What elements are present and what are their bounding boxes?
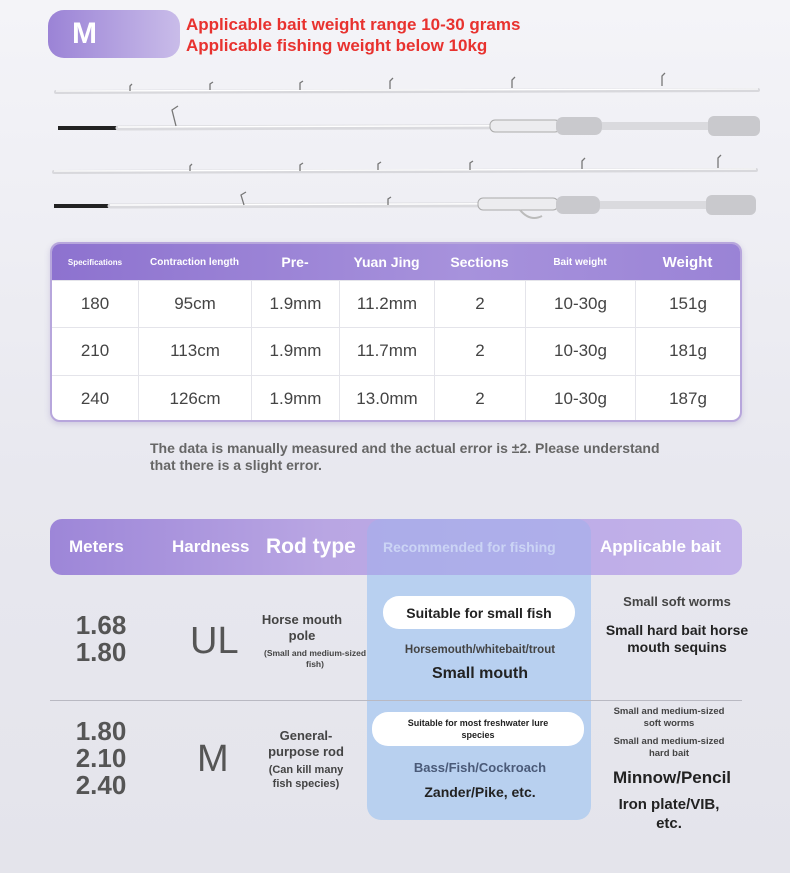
row2-bait-soft: Small and medium-sized soft worms: [613, 706, 725, 729]
spec-table: [50, 242, 742, 422]
trigger-2: [520, 210, 542, 218]
table-cell: 181g: [635, 328, 740, 374]
table-row: [52, 280, 740, 327]
reel-seat-1: [490, 120, 560, 132]
model-badge-label: M: [72, 17, 97, 50]
table-cell: 126cm: [138, 376, 251, 422]
row1-rod-type: Horse mouth pole: [261, 612, 343, 643]
table-cell: 13.0mm: [339, 376, 434, 422]
meter-value: 1.68: [75, 610, 127, 640]
row2-bait-iron-plate: Iron plate/VIB, etc.: [618, 796, 720, 832]
recommended-header-highlight: [367, 519, 591, 575]
table-cell: 180: [80, 294, 110, 314]
rec-header-rod-type: Rod type: [266, 535, 356, 558]
row1-bait-hard: Small hard bait horse mouth sequins: [605, 622, 749, 655]
spec-header-sections: Sections: [450, 254, 509, 270]
spec-table-header: [52, 244, 740, 280]
fore-grip-2: [556, 196, 600, 214]
table-cell: 95cm: [138, 281, 251, 327]
meter-value: 1.80: [75, 716, 127, 746]
table-cell: 10-30g: [525, 376, 635, 422]
row1-bait-small: Small soft worms: [623, 594, 731, 609]
reel-seat-2: [478, 198, 558, 210]
table-cell: 210: [80, 341, 110, 361]
rec-header-meters: Meters: [69, 537, 124, 556]
table-cell: 2: [434, 281, 525, 327]
meter-value: 2.10: [75, 743, 127, 773]
row1-meters: [68, 612, 134, 666]
table-cell: 11.7mm: [339, 328, 434, 374]
table-cell: 2: [434, 328, 525, 374]
row2-rod-type: General-purpose rod: [268, 728, 344, 759]
rec-header-applicable-bait: Applicable bait: [600, 537, 721, 556]
table-row: [52, 327, 740, 374]
model-badge: [48, 10, 180, 58]
spec-header-yuan-jing: Yuan Jing: [353, 254, 420, 270]
table-cell: 113cm: [138, 328, 251, 374]
headline-fishing-weight: Applicable fishing weight below 10kg: [186, 36, 488, 55]
spec-header-bait-weight: Bait weight: [553, 256, 607, 268]
rod-stripper-guide-1: [172, 106, 178, 126]
row1-rod-type-note: (Small and medium-sized fish): [263, 648, 367, 669]
table-cell: 151g: [635, 281, 740, 327]
row1-fish-species: Horsemouth/whitebait/trout: [404, 644, 556, 656]
fore-grip-1: [556, 117, 602, 135]
rec-row-divider: [50, 700, 742, 701]
table-cell: 240: [80, 388, 110, 408]
spec-header-pre: Pre-: [281, 254, 309, 270]
row1-hardness: UL: [190, 620, 239, 662]
table-row: [52, 375, 740, 422]
row1-fish-small-mouth: Small mouth: [431, 665, 528, 682]
table-cell: 10-30g: [525, 328, 635, 374]
row1-suitability-pill: Suitable for small fish: [383, 596, 575, 629]
row2-bait-minnow: Minnow/Pencil: [612, 768, 732, 787]
rear-grip-2: [706, 195, 756, 215]
table-cell: 10-30g: [525, 281, 635, 327]
row2-fish-zander: Zander/Pike, etc.: [424, 784, 536, 800]
meter-value: 2.40: [75, 770, 127, 800]
spec-header-weight: Weight: [662, 253, 713, 271]
spec-header-contraction-length: Contraction length: [150, 256, 239, 268]
measurement-note: The data is manually measured and the actual error is ±2. Please understand that there is a slight error.: [150, 440, 660, 473]
row2-meters: [68, 718, 134, 799]
spec-header-specifications: Specifications: [67, 257, 123, 267]
row2-suitability-pill: Suitable for most freshwater lure species: [372, 712, 584, 746]
table-cell: 11.2mm: [339, 281, 434, 327]
row2-bait-hard: Small and medium-sized hard bait: [613, 736, 725, 759]
table-cell: 1.9mm: [251, 328, 339, 374]
rear-grip-1: [708, 116, 760, 136]
table-cell: 1.9mm: [251, 376, 339, 422]
row2-fish-species: Bass/Fish/Cockroach: [413, 760, 547, 775]
row2-hardness: M: [197, 738, 229, 780]
rod-guides-1: [130, 73, 665, 91]
table-cell: 2: [434, 376, 525, 422]
headline-bait-range: Applicable bait weight range 10-30 grams: [186, 15, 521, 34]
meter-value: 1.80: [75, 637, 127, 667]
rec-header-hardness: Hardness: [172, 537, 250, 556]
rod-illustration: [0, 62, 790, 232]
row2-rod-type-note: (Can kill many fish species): [268, 764, 344, 790]
table-cell: 1.9mm: [251, 281, 339, 327]
table-cell: 187g: [635, 376, 740, 422]
